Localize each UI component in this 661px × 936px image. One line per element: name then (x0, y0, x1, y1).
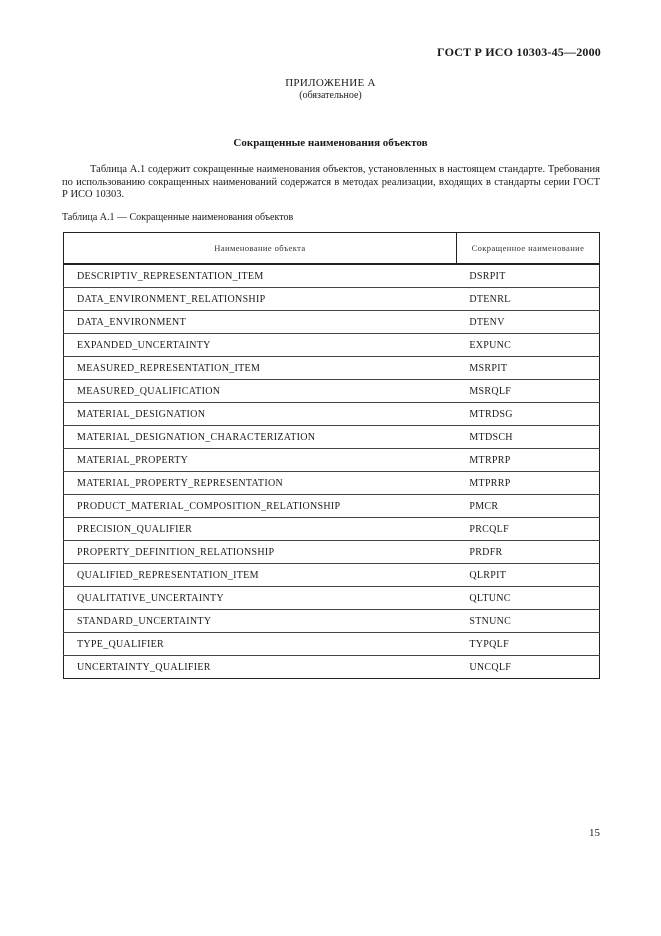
short-name-cell: EXPUNC (456, 334, 599, 357)
table-row (64, 610, 600, 633)
short-name-cell: PRDFR (456, 541, 599, 564)
intro-paragraph: Таблица А.1 содержит сокращенные наименования объектов, установленных в настоящем стандарте. Требования по использованию сокращенных наименований содержатся в методах реализации, входящих в стандарты серии ГОСТ Р ИСО 10303. (62, 164, 600, 200)
short-name-cell: DTENV (456, 311, 599, 334)
object-name-cell: DATA_ENVIRONMENT_RELATIONSHIP (64, 288, 457, 311)
abbreviations-table (63, 232, 600, 679)
table-row (64, 380, 600, 403)
table-row (64, 357, 600, 380)
short-name-cell: MTRPRP (456, 449, 599, 472)
short-name-cell: MTDSCH (456, 426, 599, 449)
table-row (64, 587, 600, 610)
object-name-cell: STANDARD_UNCERTAINTY (64, 610, 457, 633)
table-row (64, 472, 600, 495)
short-name-cell: PMCR (456, 495, 599, 518)
short-name-cell: QLTUNC (456, 587, 599, 610)
object-name-cell: PROPERTY_DEFINITION_RELATIONSHIP (64, 541, 457, 564)
table-header-row (64, 233, 600, 265)
object-name-cell: DESCRIPTIV_REPRESENTATION_ITEM (64, 264, 457, 288)
object-name-cell: MATERIAL_DESIGNATION (64, 403, 457, 426)
table-row (64, 426, 600, 449)
column-header-short-name: Сокращенное наименование (456, 233, 599, 265)
object-name-cell: MATERIAL_PROPERTY_REPRESENTATION (64, 472, 457, 495)
table-row (64, 633, 600, 656)
object-name-cell: MATERIAL_PROPERTY (64, 449, 457, 472)
object-name-cell: MEASURED_REPRESENTATION_ITEM (64, 357, 457, 380)
short-name-cell: DTENRL (456, 288, 599, 311)
column-header-object-name: Наименование объекта (64, 233, 457, 265)
page-number: 15 (589, 827, 600, 839)
short-name-cell: STNUNC (456, 610, 599, 633)
table-row (64, 495, 600, 518)
table-row (64, 403, 600, 426)
table-row (64, 518, 600, 541)
table-row (64, 541, 600, 564)
appendix-status: (обязательное) (299, 90, 362, 101)
short-name-cell: UNCQLF (456, 656, 599, 679)
table-row (64, 311, 600, 334)
table-row (64, 264, 600, 288)
short-name-cell: DSRPIT (456, 264, 599, 288)
appendix-title: ПРИЛОЖЕНИЕ А (285, 77, 376, 89)
object-name-cell: QUALITATIVE_UNCERTAINTY (64, 587, 457, 610)
object-name-cell: TYPE_QUALIFIER (64, 633, 457, 656)
object-name-cell: UNCERTAINTY_QUALIFIER (64, 656, 457, 679)
object-name-cell: PRODUCT_MATERIAL_COMPOSITION_RELATIONSHIP (64, 495, 457, 518)
object-name-cell: DATA_ENVIRONMENT (64, 311, 457, 334)
object-name-cell: MEASURED_QUALIFICATION (64, 380, 457, 403)
object-name-cell: MATERIAL_DESIGNATION_CHARACTERIZATION (64, 426, 457, 449)
table-caption: Таблица А.1 — Сокращенные наименования объектов (62, 212, 294, 223)
object-name-cell: EXPANDED_UNCERTAINTY (64, 334, 457, 357)
short-name-cell: PRCQLF (456, 518, 599, 541)
table-row (64, 564, 600, 587)
object-name-cell: PRECISION_QUALIFIER (64, 518, 457, 541)
table-row (64, 449, 600, 472)
table-row (64, 334, 600, 357)
short-name-cell: TYPQLF (456, 633, 599, 656)
table-body (64, 264, 600, 679)
short-name-cell: MTPRRP (456, 472, 599, 495)
short-name-cell: MSRQLF (456, 380, 599, 403)
table-row (64, 288, 600, 311)
document-standard-header: ГОСТ Р ИСО 10303-45—2000 (437, 45, 601, 59)
short-name-cell: MSRPIT (456, 357, 599, 380)
table-row (64, 656, 600, 679)
short-name-cell: QLRPIT (456, 564, 599, 587)
object-name-cell: QUALIFIED_REPRESENTATION_ITEM (64, 564, 457, 587)
section-title: Сокращенные наименования объектов (233, 137, 428, 149)
short-name-cell: MTRDSG (456, 403, 599, 426)
